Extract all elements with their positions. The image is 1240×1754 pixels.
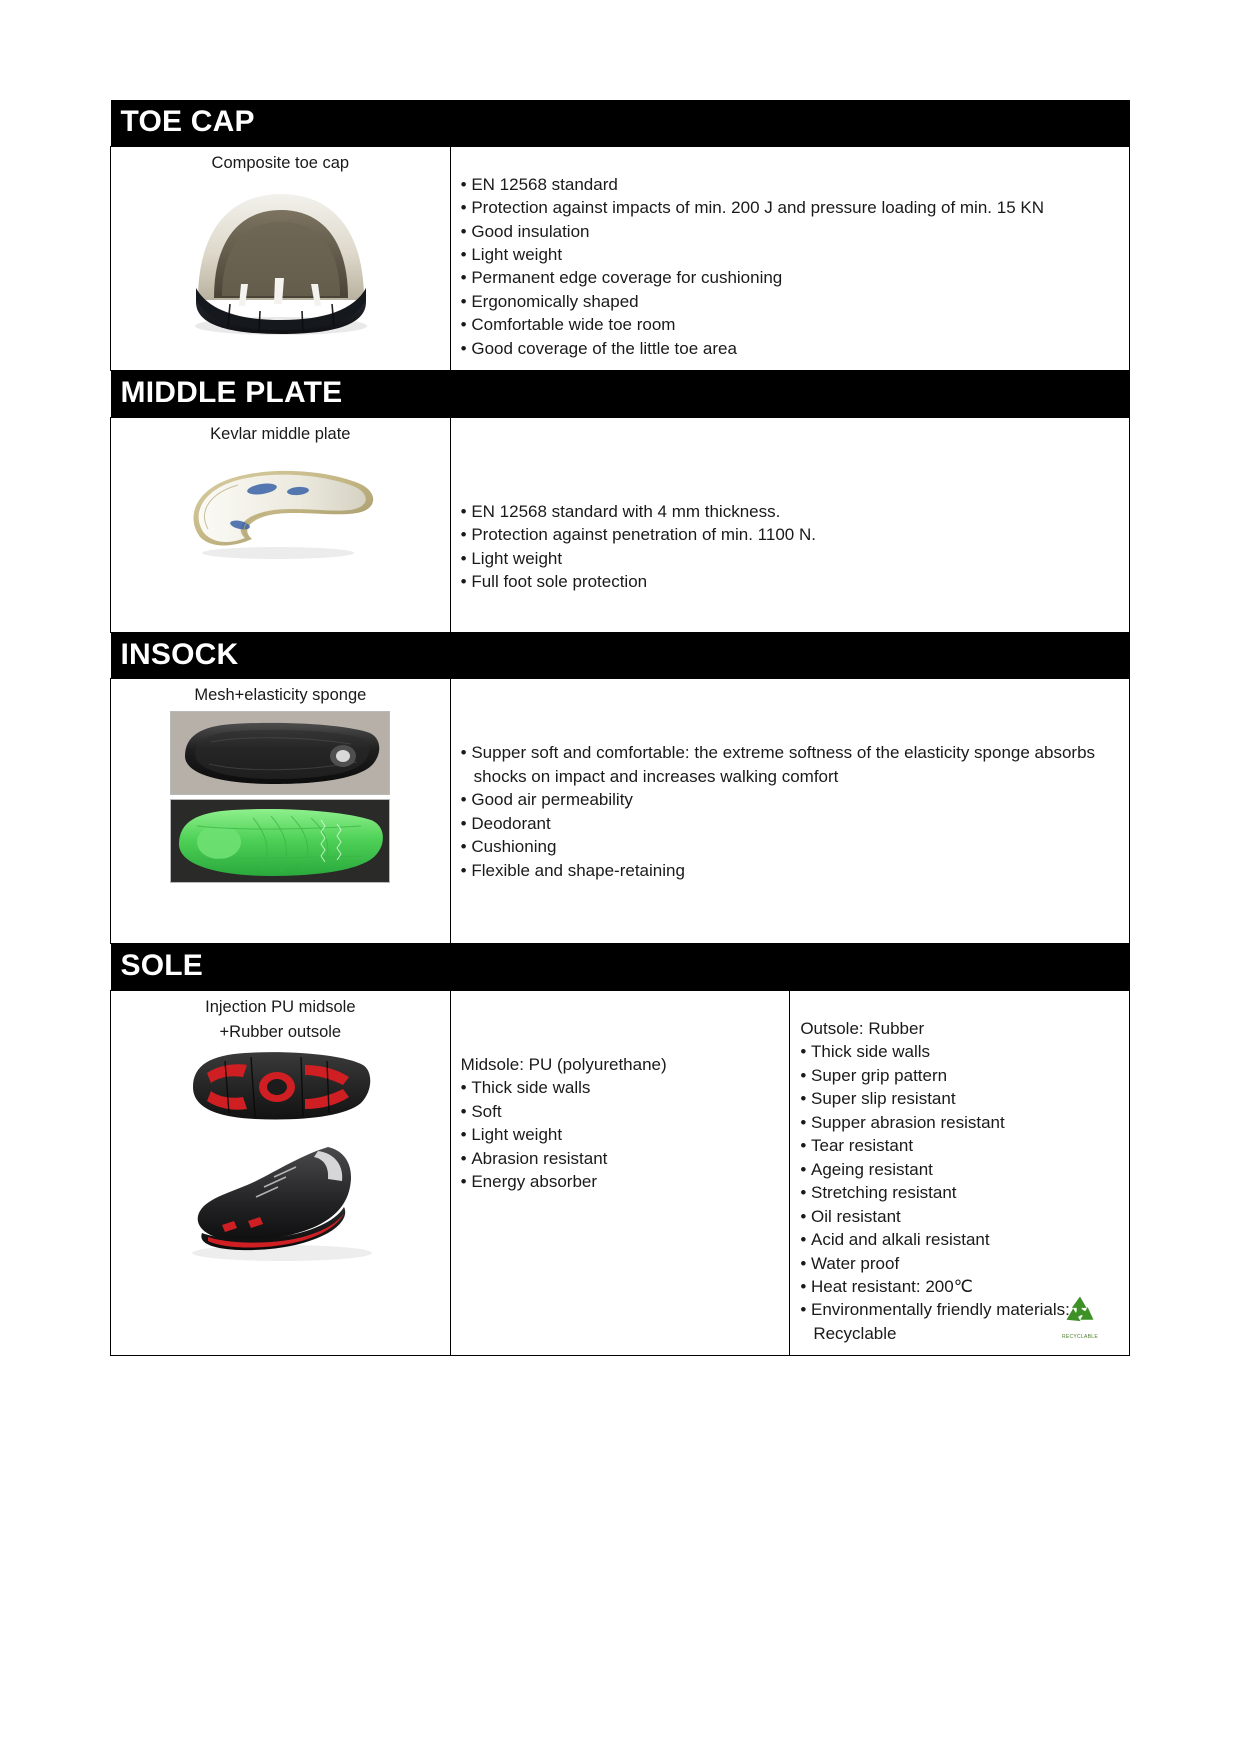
midsole-features-cell [450, 991, 790, 1356]
spec-sheet-page [110, 100, 1130, 1356]
list-item: • Soft [461, 1100, 780, 1123]
kevlar-middle-plate-photo [178, 449, 383, 564]
middle-plate-feature-list [451, 418, 1129, 604]
insock-features-cell [450, 679, 1129, 944]
list-item: • Supper soft and comfortable: the extreme softness of the elasticity sponge absorbs shocks on impact and increases walking comfort [461, 741, 1119, 788]
outsole-feature-list [790, 991, 1129, 1355]
list-item: • Deodorant [461, 812, 1119, 835]
list-item: • Stretching resistant [800, 1181, 1119, 1204]
section-content-row-middle-plate [111, 417, 1130, 632]
list-item: • Thick side walls [461, 1076, 780, 1099]
list-item: • EN 12568 standard with 4 mm thickness. [461, 500, 1119, 523]
list-item: • Tear resistant [800, 1134, 1119, 1157]
section-header-toe-cap: TOE CAP [111, 100, 1130, 146]
list-item: • Protection against penetration of min. 1100 N. [461, 523, 1119, 546]
list-item: • Supper abrasion resistant [800, 1111, 1119, 1134]
list-item: • Water proof [800, 1252, 1119, 1275]
section-header-row-toe-cap [111, 100, 1130, 146]
insock-caption: Mesh+elasticity sponge [194, 686, 367, 705]
list-item: • Energy absorber [461, 1170, 780, 1193]
list-item: • Comfortable wide toe room [461, 313, 1119, 336]
section-content-row-insock [111, 679, 1130, 944]
list-item: • Light weight [461, 243, 1119, 266]
middle-plate-image-cell [111, 417, 451, 632]
toe-cap-image-cell [111, 146, 451, 371]
list-item: • Protection against impacts of min. 200 J and pressure loading of min. 15 KN [461, 196, 1119, 219]
outsole-lead-label: Outsole: Rubber [800, 1019, 925, 1038]
midsole-lead-label: Midsole: PU (polyurethane) [460, 1055, 667, 1074]
list-item: • Full foot sole protection [461, 570, 1119, 593]
outsole-features-cell [790, 991, 1130, 1356]
composite-toe-cap-photo [178, 178, 383, 338]
section-content-row-toe-cap [111, 146, 1130, 371]
section-header-insock: INSOCK [111, 632, 1130, 679]
list-item: • Environmentally friendly materials: Recyclable [800, 1298, 1119, 1345]
section-header-middle-plate: MIDDLE PLATE [111, 371, 1130, 418]
list-item: • Flexible and shape-retaining [461, 859, 1119, 882]
midsole-feature-list [451, 991, 790, 1204]
list-item: • Super slip resistant [800, 1087, 1119, 1110]
insock-feature-list [451, 679, 1129, 892]
list-item: • Ageing resistant [800, 1158, 1119, 1181]
sole-image-cell [111, 991, 451, 1356]
list-item: • Good coverage of the little toe area [461, 337, 1119, 360]
toe-cap-feature-list [451, 147, 1129, 371]
list-item: • Acid and alkali resistant [800, 1228, 1119, 1251]
section-header-row-insock [111, 632, 1130, 679]
section-header-row-middle-plate [111, 371, 1130, 418]
sole-caption-line-1: Injection PU midsole [205, 998, 356, 1016]
toe-cap-caption: Composite toe cap [211, 153, 350, 172]
recycle-badge-label: RECYCLABLE [1061, 1334, 1099, 1341]
list-item: • Heat resistant: 200℃ [800, 1275, 1119, 1298]
section-header-row-sole [111, 944, 1130, 991]
list-item: • Light weight [461, 547, 1119, 570]
component-spec-table [110, 100, 1130, 1356]
middle-plate-caption: Kevlar middle plate [210, 424, 351, 443]
list-item: • Oil resistant [800, 1205, 1119, 1228]
mesh-insole-photo [170, 711, 390, 795]
list-item: • Permanent edge coverage for cushioning [461, 266, 1119, 289]
list-item: • Good air permeability [461, 788, 1119, 811]
list-item: • Good insulation [461, 220, 1119, 243]
toe-cap-features-cell [450, 146, 1129, 371]
insock-image-cell [111, 679, 451, 944]
list-item: • Cushioning [461, 835, 1119, 858]
list-item: • EN 12568 standard [461, 173, 1119, 196]
green-sponge-insole-photo [170, 799, 390, 883]
list-item: • Light weight [461, 1123, 780, 1146]
safety-shoe-photo [178, 1129, 383, 1264]
list-item: • Super grip pattern [800, 1064, 1119, 1087]
recycle-badge [1051, 1294, 1109, 1341]
section-header-sole: SOLE [111, 944, 1130, 991]
list-item: • Thick side walls [800, 1040, 1119, 1063]
list-item: • Abrasion resistant [461, 1147, 780, 1170]
list-item: • Ergonomically shaped [461, 290, 1119, 313]
sole-caption-line-2: +Rubber outsole [219, 1023, 342, 1042]
recycle-icon [1060, 1294, 1100, 1330]
section-content-row-sole [111, 991, 1130, 1356]
middle-plate-features-cell [450, 417, 1129, 632]
rubber-outsole-photo [185, 1047, 375, 1125]
